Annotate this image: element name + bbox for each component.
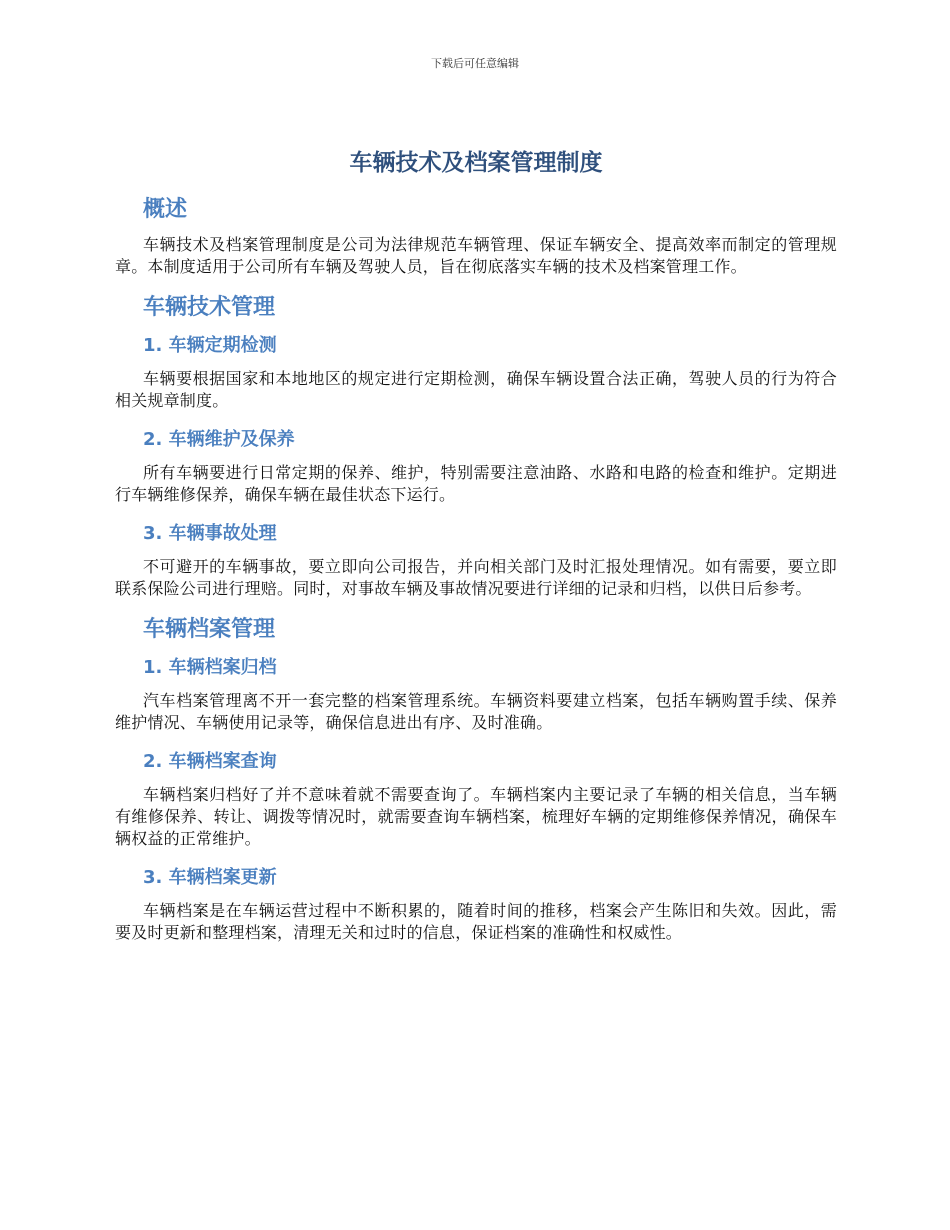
subsection-heading-filing: 1. 车辆档案归档 (143, 657, 277, 678)
update-paragraph: 车辆档案是在车辆运营过程中不断积累的，随着时间的推移，档案会产生陈旧和失效。因此，需要及时更新和整理档案，清理无关和过时的信息，保证档案的准确性和权威性。 (115, 901, 837, 942)
filing-paragraph: 汽车档案管理离不开一套完整的档案管理系统。车辆资料要建立档案，包括车辆购置手续、保养维护情况、车辆使用记录等，确保信息进出有序、及时准确。 (115, 691, 837, 732)
subsection-heading-maintenance: 2. 车辆维护及保养 (143, 429, 295, 450)
section-heading-tech: 车辆技术管理 (143, 295, 276, 320)
maintenance-paragraph: 所有车辆要进行日常定期的保养、维护，特别需要注意油路、水路和电路的检查和维护。定期进行车辆维修保养，确保车辆在最佳状态下运行。 (115, 463, 837, 504)
section-heading-archive: 车辆档案管理 (143, 617, 276, 642)
section-heading-overview: 概述 (143, 197, 188, 222)
document-title: 车辆技术及档案管理制度 (349, 150, 603, 176)
query-paragraph: 车辆档案归档好了并不意味着就不需要查询了。车辆档案内主要记录了车辆的相关信息，当车辆有维修保养、转让、调拨等情况时，就需要查询车辆档案，梳理好车辆的定期维修保养情况，确保车辆权益的正常维护。 (115, 785, 837, 848)
subsection-heading-update: 3. 车辆档案更新 (143, 867, 277, 888)
subsection-heading-accident: 3. 车辆事故处理 (143, 523, 277, 544)
section-overview (115, 194, 837, 278)
inspection-paragraph: 车辆要根据国家和本地地区的规定进行定期检测，确保车辆设置合法正确，驾驶人员的行为符合相关规章制度。 (115, 369, 837, 410)
overview-paragraph: 车辆技术及档案管理制度是公司为法律规范车辆管理、保证车辆安全、提高效率而制定的管理规章。本制度适用于公司所有车辆及驾驶人员，旨在彻底落实车辆的技术及档案管理工作。 (115, 235, 837, 276)
section-tech (115, 292, 837, 600)
document-body (115, 146, 837, 958)
section-archive (115, 614, 837, 944)
header-note: 下载后可任意编辑 (431, 57, 519, 70)
subsection-heading-inspection: 1. 车辆定期检测 (143, 335, 277, 356)
accident-paragraph: 不可避开的车辆事故，要立即向公司报告，并向相关部门及时汇报处理情况。如有需要，要立即联系保险公司进行理赔。同时，对事故车辆及事故情况要进行详细的记录和归档，以供日后参考。 (115, 557, 837, 598)
subsection-heading-query: 2. 车辆档案查询 (143, 751, 277, 772)
